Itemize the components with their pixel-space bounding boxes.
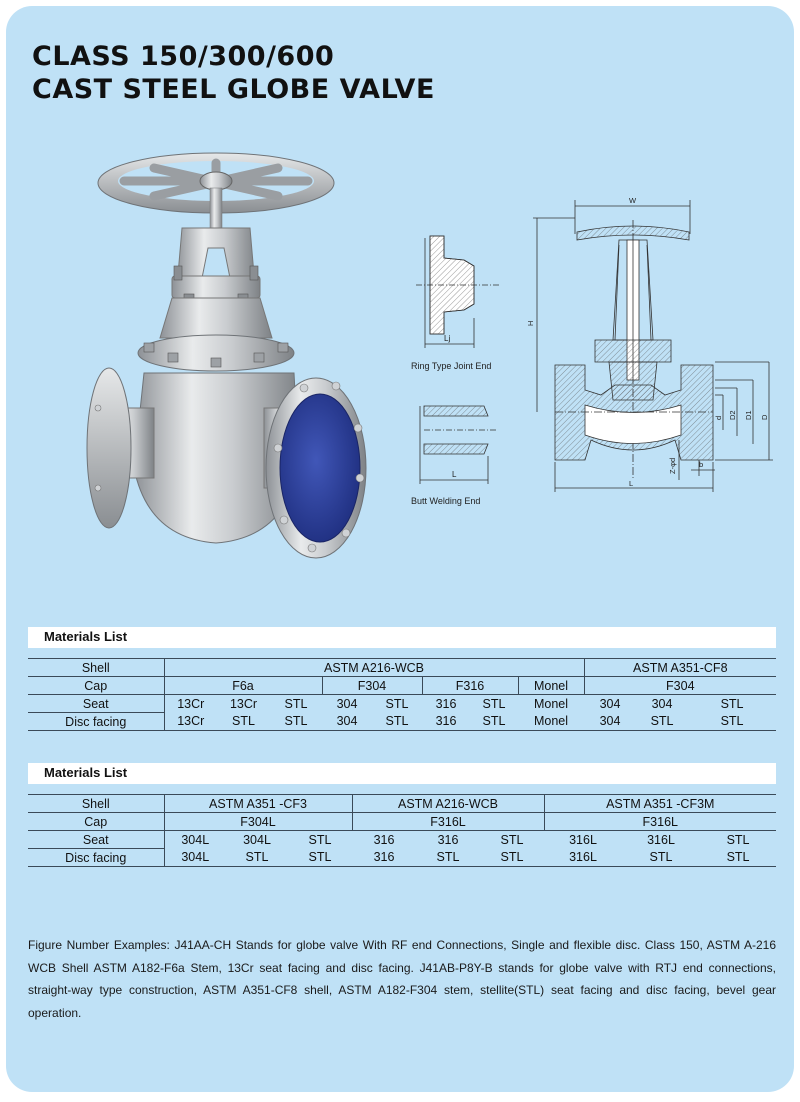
materials-list-1-heading: Materials List — [44, 629, 128, 644]
row-label-seat: Seat — [28, 695, 164, 713]
table-row — [28, 713, 776, 731]
table-cell: STL — [720, 696, 744, 711]
row-label-shell: Shell — [28, 795, 164, 813]
dim-lj-label: Lj — [444, 334, 451, 343]
table-cell: F316L — [352, 813, 544, 831]
table-cell: 304L — [181, 832, 210, 847]
ring-joint-drawing — [408, 228, 518, 358]
table-cell: ASTM A216-WCB — [352, 795, 544, 813]
dim-d2-label: D2 — [728, 410, 737, 420]
table-cell: 304 — [584, 713, 636, 731]
table-row — [28, 849, 776, 867]
row-label-shell: Shell — [28, 659, 164, 677]
table-cell: STL — [308, 832, 332, 847]
row-label-cap: Cap — [28, 813, 164, 831]
table-cell: ASTM A351-CF8 — [584, 659, 776, 677]
table-cell: STL — [688, 713, 776, 731]
table-cell: 316 — [422, 713, 470, 731]
table-cell: STL — [372, 713, 422, 731]
table-cell: STL — [226, 849, 288, 867]
table-cell: Monel — [518, 677, 584, 695]
table-cell: STL — [700, 849, 776, 867]
table-cell: STL — [217, 713, 270, 731]
dim-d1-label: D1 — [744, 410, 753, 420]
table-cell: STL — [726, 832, 750, 847]
table-cell: STL — [288, 849, 352, 867]
table-cell: 316L — [544, 849, 622, 867]
materials-list-1-header — [28, 627, 776, 648]
table-cell: STL — [482, 696, 506, 711]
dim-D-label: D — [760, 414, 769, 420]
table-cell: F316L — [544, 813, 776, 831]
table-cell: STL — [416, 849, 480, 867]
dim-zd-label: Z-φd — [668, 457, 677, 474]
row-label-seat: Seat — [28, 831, 164, 849]
row-label-disc-facing: Disc facing — [28, 713, 164, 731]
materials-table-2 — [28, 794, 776, 867]
table-row — [28, 695, 776, 713]
materials-list-2-header — [28, 763, 776, 784]
table-cell: F304 — [322, 677, 422, 695]
row-label-cap: Cap — [28, 677, 164, 695]
table-cell: STL — [470, 713, 518, 731]
materials-table-1 — [28, 658, 776, 731]
table-cell: STL — [500, 832, 524, 847]
table-cell: 13Cr — [229, 696, 258, 711]
table-cell: 316 — [352, 849, 416, 867]
table-cell: STL — [284, 696, 308, 711]
table-cell: 304 — [322, 713, 372, 731]
row-label-disc-facing: Disc facing — [28, 849, 164, 867]
table-row — [28, 831, 776, 849]
dim-h-label: H — [526, 320, 535, 326]
table-cell: 316L — [647, 832, 675, 847]
table-cell: 316 — [373, 832, 395, 847]
dim-w-label: W — [629, 196, 637, 205]
table-cell: 316L — [569, 832, 597, 847]
ring-joint-caption: Ring Type Joint End — [411, 361, 492, 371]
table-cell: ASTM A351 -CF3M — [544, 795, 776, 813]
materials-list-2-heading: Materials List — [44, 765, 128, 780]
butt-weld-caption: Butt Welding End — [411, 496, 481, 506]
table-cell: F304 — [584, 677, 776, 695]
table-row — [28, 659, 776, 677]
table-cell: STL — [636, 713, 688, 731]
table-cell: 304L — [243, 832, 271, 847]
title-line-2: CAST STEEL GLOBE VALVE — [32, 74, 435, 105]
table-cell: 304 — [336, 696, 358, 711]
table-cell: 13Cr — [164, 713, 217, 731]
table-row — [28, 677, 776, 695]
table-cell: STL — [622, 849, 700, 867]
figure-number-description: Figure Number Examples: J41AA-CH Stands for globe valve With RF end Connections, Single and flexible disc. Class 150, ASTM A-216 WCB Shell ASTM A182-F6a Stem, 13Cr seat facing and disc facing. J41AB-P8Y-B stands for globe valve with RTJ end connections, straight-way type construction, ASTM A351-CF8 shell, ASTM A182-F304 stem, stellite(STL) seat facing and disc facing, bevel gear operation. — [28, 938, 776, 1020]
table-row — [28, 795, 776, 813]
table-cell: ASTM A351 -CF3 — [164, 795, 352, 813]
page-title — [32, 40, 435, 106]
table-cell: 13Cr — [177, 696, 205, 711]
table-cell: STL — [480, 849, 544, 867]
table-cell: F316 — [422, 677, 518, 695]
dim-d-label: d — [714, 415, 723, 420]
table-cell: Monel — [518, 713, 584, 731]
table-cell: F6a — [164, 677, 322, 695]
table-cell: ASTM A216-WCB — [164, 659, 584, 677]
table-cell: F304L — [164, 813, 352, 831]
table-cell: 304 — [599, 696, 621, 711]
dim-b-label: b — [699, 460, 704, 469]
table-row — [28, 813, 776, 831]
table-cell: 316 — [435, 696, 457, 711]
dim-l-label: L — [629, 479, 634, 488]
table-cell: STL — [270, 713, 322, 731]
butt-weld-drawing — [408, 400, 508, 490]
dim-l-label-butt: L — [452, 470, 457, 479]
table-cell: 316 — [437, 832, 459, 847]
title-line-1: CLASS 150/300/600 — [32, 41, 335, 72]
table-cell: 304 — [651, 696, 673, 711]
section-drawing — [525, 190, 785, 495]
table-cell: STL — [385, 696, 409, 711]
valve-photo — [84, 148, 374, 568]
table-cell: Monel — [533, 696, 569, 711]
table-cell: 304L — [164, 849, 226, 867]
